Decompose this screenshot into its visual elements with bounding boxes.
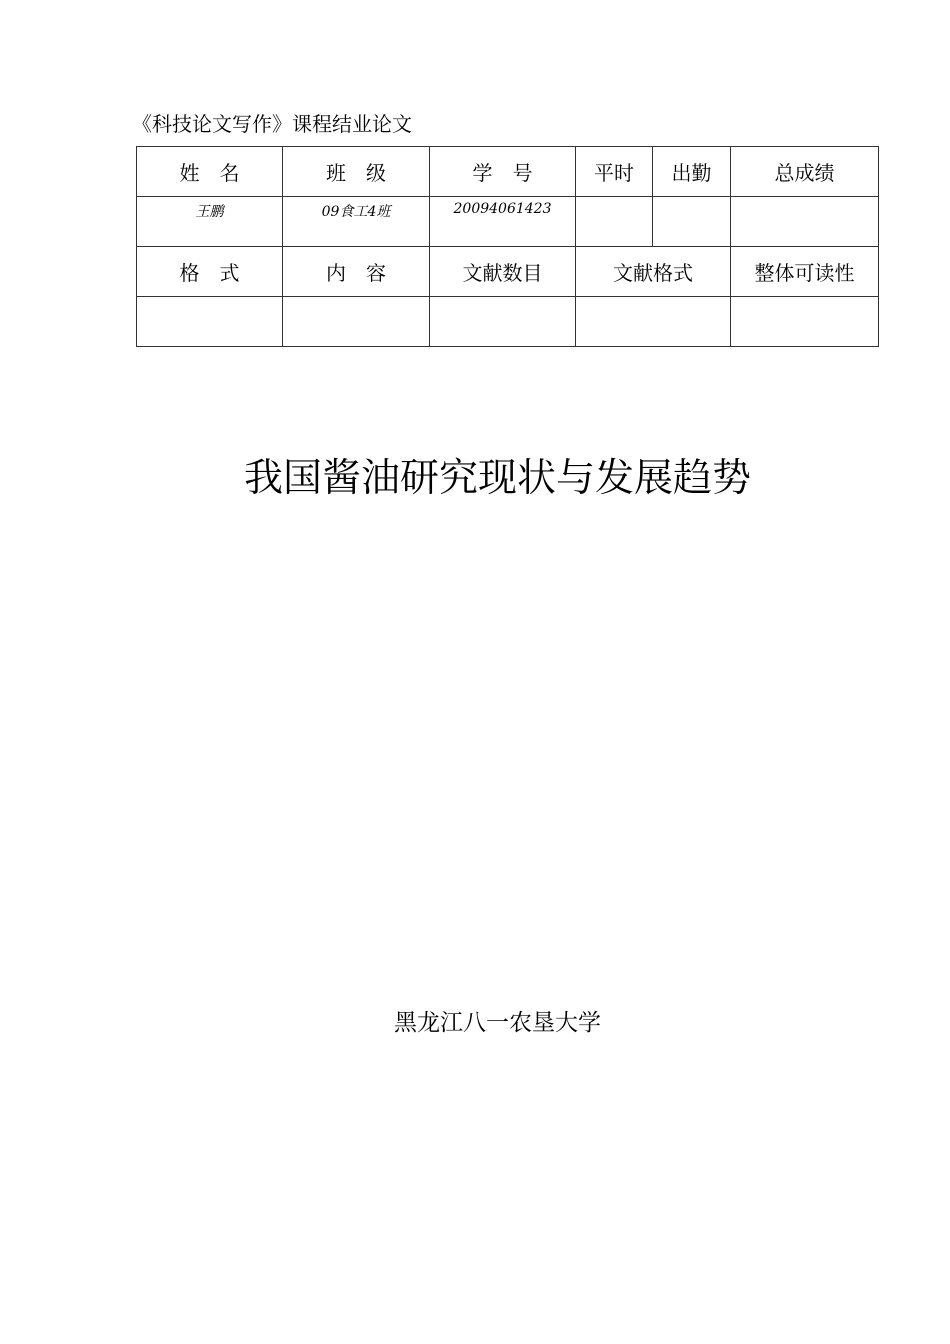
value-class: 09食工4班: [283, 197, 430, 247]
value-student-id: 20094061423: [430, 197, 576, 247]
header-format: 格 式: [137, 247, 283, 297]
header-reference-format: 文献格式: [576, 247, 731, 297]
header-regular: 平时: [576, 147, 653, 197]
header-name: 姓 名: [137, 147, 283, 197]
grade-table-header-row-1: [137, 147, 879, 197]
grade-table-value-row-2: [137, 297, 879, 347]
header-readability: 整体可读性: [731, 247, 879, 297]
header-student-id: 学 号: [430, 147, 576, 197]
value-reference-format: [576, 297, 731, 347]
value-name: 王鹏: [137, 197, 283, 247]
header-reference-count: 文献数目: [430, 247, 576, 297]
course-title: 《科技论文写作》课程结业论文: [132, 112, 412, 136]
value-regular: [576, 197, 653, 247]
grade-table-value-row-1: [137, 197, 879, 247]
value-attendance: [653, 197, 731, 247]
grade-table: [136, 146, 879, 347]
value-total-score: [731, 197, 879, 247]
header-class: 班 级: [283, 147, 430, 197]
header-total-score: 总成绩: [731, 147, 879, 197]
value-format: [137, 297, 283, 347]
header-content: 内 容: [283, 247, 430, 297]
value-readability: [731, 297, 879, 347]
header-attendance: 出勤: [653, 147, 731, 197]
value-content: [283, 297, 430, 347]
value-reference-count: [430, 297, 576, 347]
grade-table-header-row-2: [137, 247, 879, 297]
paper-title: 我国酱油研究现状与发展趋势: [243, 456, 751, 501]
university-name: 黑龙江八一农垦大学: [394, 1010, 601, 1036]
